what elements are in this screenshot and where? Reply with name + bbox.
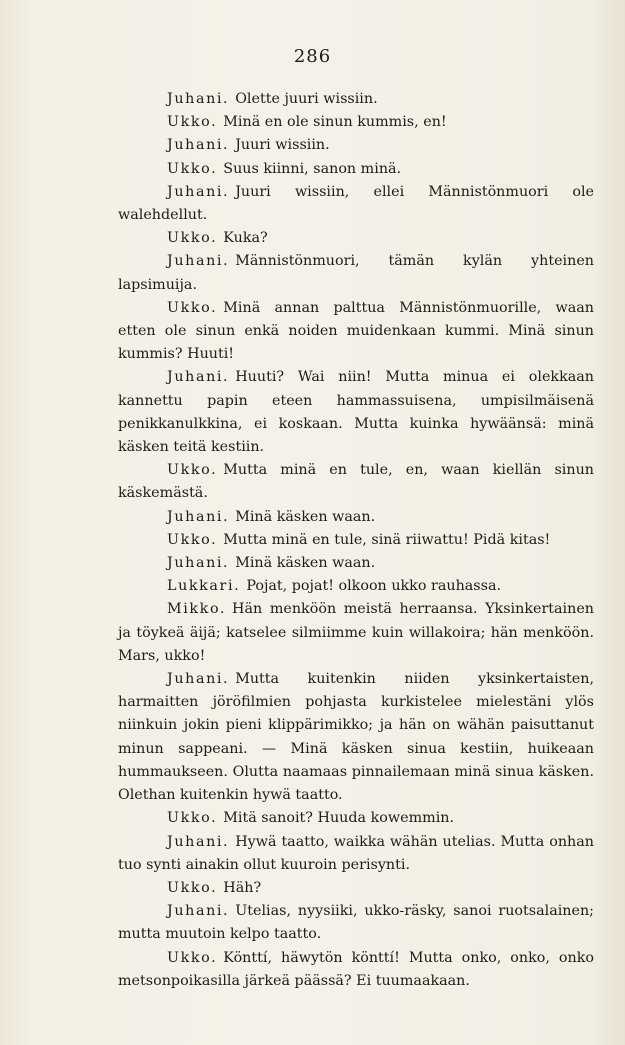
spoken-text: Mutta minä en tule, en, waan kiellän sinun käskemästä. (118, 462, 594, 502)
dialogue-line (118, 529, 594, 552)
spoken-text: Utelias, nyysiiki, ukko-räsky, sanoi ruotsalainen; mutta muutoin kelpo taatto. (118, 903, 594, 943)
spoken-text: Suus kiinni, sanon minä. (223, 160, 402, 177)
speaker-name: Juhani. (167, 903, 230, 920)
speaker-name: Juhani. (167, 555, 230, 572)
dialogue-line (118, 366, 594, 459)
speaker-name: Lukkari. (167, 578, 241, 595)
dialogue-line (118, 506, 594, 529)
dialogue-line (118, 831, 594, 877)
spoken-text: Hän menköön meistä herraansa. Yksinkertainen ja töykeä äijä; katselee silmiimme kuin willakoira; hän menköön. Mars, ukko! (118, 601, 594, 664)
spoken-text: Minä annan palttua Männistönmuorille, waan etten ole sinun enkä noiden muidenkaan kummi. Minä sinun kummis? Huuti! (118, 299, 594, 363)
spoken-text: Mitä sanoit? Huuda kowemmin. (223, 810, 455, 827)
speaker-name: Mikko. (167, 601, 227, 618)
spoken-text: Olette juuri wissiin. (235, 91, 378, 107)
spoken-text: Juuri wissiin, ellei Männistönmuori ole walehdellut. (118, 183, 594, 224)
dialogue-line (118, 88, 594, 111)
dialogue-line (118, 947, 594, 993)
speaker-name: Ukko. (167, 114, 218, 131)
dialogue-line (118, 459, 594, 505)
speaker-name: Ukko. (167, 230, 218, 247)
page-number: 286 (293, 46, 332, 67)
spoken-text: Pojat, pojat! olkoon ukko rauhassa. (246, 578, 502, 595)
spoken-text: Minä en ole sinun kummis, en! (223, 114, 447, 131)
dialogue-line (118, 900, 594, 946)
spoken-text: Mutta minä en tule, sinä riiwattu! Pidä kitas! (223, 531, 551, 548)
dialogue-line (118, 158, 594, 181)
dialogue-line (118, 111, 594, 134)
spoken-text: Minä käsken waan. (235, 555, 376, 572)
speaker-name: Juhani. (167, 137, 230, 154)
speaker-name: Juhani. (167, 253, 230, 270)
speaker-name: Ukko. (167, 299, 218, 316)
speaker-name: Juhani. (167, 671, 230, 688)
speaker-name: Ukko. (167, 879, 218, 896)
dialogue-line (118, 134, 594, 157)
speaker-name: Ukko. (167, 462, 218, 479)
speaker-name: Ukko. (167, 531, 218, 548)
speaker-name: Juhani. (167, 369, 230, 386)
dialogue-block (118, 88, 594, 993)
spoken-text: Hywä taatto, waikka wähän utelias. Mutta onhan tuo synti ainakin ollut kuuroin perisynti. (118, 833, 594, 873)
speaker-name: Juhani. (167, 183, 230, 200)
dialogue-line (118, 877, 594, 900)
speaker-name: Ukko. (167, 160, 218, 177)
speaker-name: Ukko. (167, 949, 218, 966)
speaker-name: Juhani. (167, 91, 230, 107)
spoken-text: Könttí, häwytön könttí! Mutta onko, onko, onko metsonpoikasilla järkeä päässä? Ei tuumaakaan. (118, 949, 594, 989)
dialogue-line (118, 227, 594, 250)
dialogue-line (118, 250, 594, 296)
dialogue-line (118, 297, 594, 367)
dialogue-line (118, 807, 594, 830)
spoken-text: Minä käsken waan. (235, 508, 376, 525)
speaker-name: Juhani. (167, 833, 230, 850)
spoken-text: Mutta kuitenkin niiden yksinkertaisten, harmaitten jöröfilmien pohjasta kurkistelee mielestäni ylös niinkuin jokin pieni klippärimikko; ja hän on wähän paisuttanut minun sappeani. — Minä käsken sinua kestiin, huikeaan hummaukseen. Olutta naamaas pinnailemaan minä sinua käsken. Olethan kuitenkin hywä taatto. (118, 671, 594, 804)
spoken-text: Huuti? Wai niin! Mutta minua ei olekkaan kannettu papin eteen hammassuisena, umpisilmäisenä penikkanulkkina, ei koskaan. Mutta kuinka hywäänsä: minä käsken teitä kestiin. (118, 369, 594, 456)
dialogue-line (118, 575, 594, 598)
speaker-name: Juhani. (167, 508, 230, 525)
dialogue-line (118, 552, 594, 575)
spoken-text: Juuri wissiin. (235, 137, 330, 154)
spoken-text: Kuka? (223, 230, 268, 247)
dialogue-line (118, 598, 594, 668)
dialogue-line (118, 181, 594, 227)
spoken-text: Männistönmuori, tämän kylän yhteinen lapsimuija. (118, 253, 594, 293)
spoken-text: Häh? (223, 879, 262, 896)
speaker-name: Ukko. (167, 810, 218, 827)
dialogue-line (118, 668, 594, 807)
